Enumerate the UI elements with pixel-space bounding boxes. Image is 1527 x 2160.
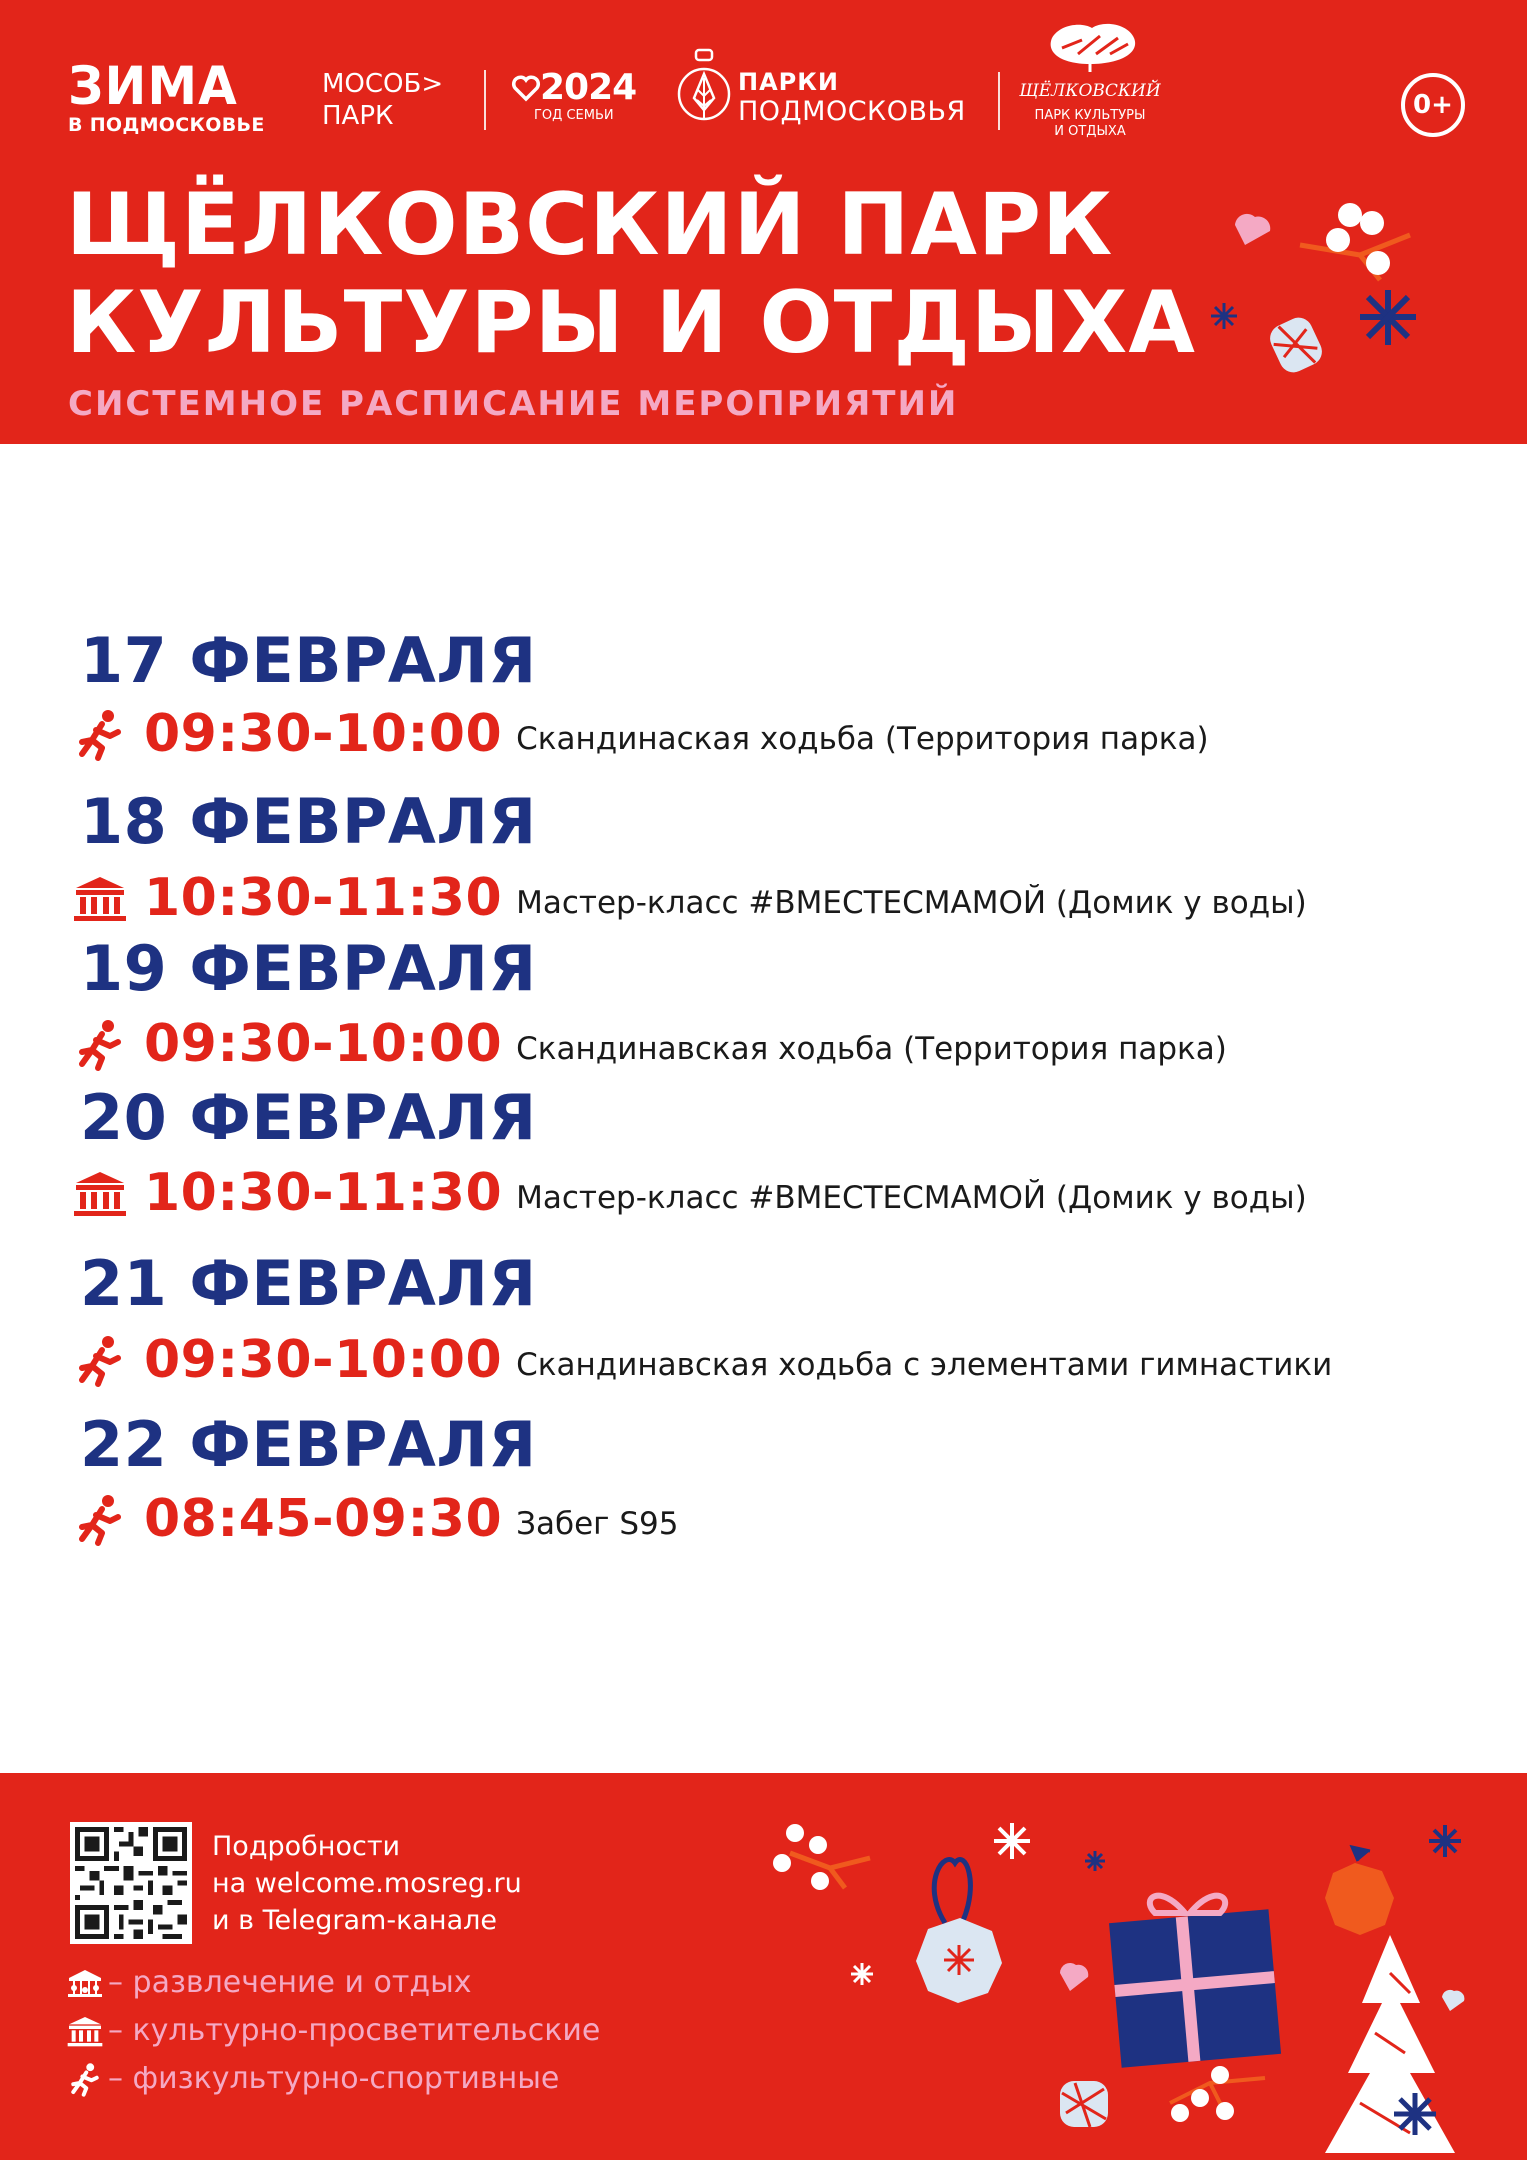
event-row xyxy=(72,1161,1307,1225)
runner-icon xyxy=(72,706,132,762)
header-banner xyxy=(0,0,1527,444)
legend-item-culture xyxy=(66,2013,600,2048)
parks-logo-line1: ПАРКИ xyxy=(738,68,839,96)
parks-logo-line2: ПОДМОСКОВЬЯ xyxy=(738,96,966,127)
carousel-icon xyxy=(66,1966,108,2000)
page-title-line1: ЩЁЛКОВСКИЙ ПАРК xyxy=(66,175,1114,275)
logo-divider xyxy=(484,70,486,130)
parks-logo-icon xyxy=(676,48,732,130)
runner-icon xyxy=(72,1491,132,1547)
event-row xyxy=(72,1487,678,1551)
berries-icon xyxy=(1300,203,1410,280)
day-heading: 18 ФЕВРАЛЯ xyxy=(80,785,537,858)
snowflake-icon xyxy=(1429,1825,1461,1857)
zima-logo-title: ЗИМА xyxy=(68,55,238,117)
mosobpark-logo[interactable] xyxy=(322,68,443,132)
runner-icon xyxy=(72,1332,132,1388)
website-link[interactable]: на welcome.mosreg.ru xyxy=(212,1868,522,1899)
museum-icon xyxy=(66,2014,108,2048)
family-year-number: 2024 xyxy=(512,68,636,108)
event-description: Мастер-класс #ВМЕСТЕСМАМОЙ (Домик у воды) xyxy=(516,885,1307,921)
day-heading: 17 ФЕВРАЛЯ xyxy=(80,624,537,697)
footer-decoration xyxy=(770,1813,1470,2153)
telegram-link[interactable]: и в Telegram-канале xyxy=(212,1905,498,1936)
header-decoration xyxy=(1210,185,1430,405)
day-heading: 21 ФЕВРАЛЯ xyxy=(80,1247,537,1320)
berries-icon xyxy=(1170,2066,1265,2122)
event-time: 09:30-10:00 xyxy=(144,1330,503,1390)
christmas-tree-icon xyxy=(1325,1935,1455,2153)
event-description: Мастер-класс #ВМЕСТЕСМАМОЙ (Домик у воды) xyxy=(516,1180,1307,1216)
heart-icon xyxy=(512,75,540,101)
event-row xyxy=(72,1012,1227,1076)
legend-label: – физкультурно-спортивные xyxy=(108,2061,560,2096)
snowflake-icon xyxy=(994,1823,1030,1859)
event-time: 10:30-11:30 xyxy=(144,1163,503,1223)
schelkovo-logo-name: ЩЁЛКОВСКИЙ xyxy=(1019,81,1161,101)
event-description: Скандинавская ходьба с элементами гимнастики xyxy=(516,1347,1333,1383)
mosobpark-logo-line2: ПАРК xyxy=(322,101,394,131)
page-subtitle: СИСТЕМНОЕ РАСПИСАНИЕ МЕРОПРИЯТИЙ xyxy=(68,384,959,424)
orange-icon xyxy=(1325,1847,1394,1935)
more-info-text xyxy=(212,1828,522,1939)
museum-icon xyxy=(72,1165,132,1221)
tree-crown-icon xyxy=(1019,18,1161,102)
zima-logo[interactable] xyxy=(68,55,265,136)
legend-label: – культурно-просветительские xyxy=(108,2013,601,2048)
heart-icon xyxy=(1442,1990,1464,2011)
berries-icon xyxy=(773,1824,870,1890)
event-row xyxy=(72,1328,1332,1392)
page-title-line2: КУЛЬТУРЫ И ОТДЫХА xyxy=(66,273,1196,373)
footer-banner xyxy=(0,1773,1527,2160)
mitten-icon xyxy=(1265,313,1326,377)
event-description: Скандинавская ходьба (Территория парка) xyxy=(516,1031,1227,1067)
heart-icon xyxy=(1235,214,1270,245)
snowflake-icon xyxy=(1360,290,1416,345)
heart-icon xyxy=(1060,1963,1088,1991)
event-row xyxy=(72,866,1307,930)
mosobpark-logo-line1: МОСОБ> xyxy=(322,69,444,99)
schelkovo-logo-caption-2: И ОТДЫХА xyxy=(1054,124,1126,139)
day-heading: 20 ФЕВРАЛЯ xyxy=(80,1081,537,1154)
runner-icon xyxy=(72,1016,132,1072)
runner-icon xyxy=(66,2062,108,2096)
mitten-icon xyxy=(1060,2081,1108,2127)
small-snowflake-icon xyxy=(851,1963,873,1985)
schelkovo-logo-caption-1: ПАРК КУЛЬТУРЫ xyxy=(1034,108,1146,123)
event-row xyxy=(72,702,1209,766)
more-info-line1: Подробности xyxy=(212,1831,401,1862)
museum-icon xyxy=(72,870,132,926)
age-rating-badge: 0+ xyxy=(1401,73,1465,137)
gift-box-icon xyxy=(1109,1896,1281,2068)
day-heading: 22 ФЕВРАЛЯ xyxy=(80,1408,537,1481)
logo-divider xyxy=(998,72,1000,130)
event-description: Забег S95 xyxy=(516,1506,679,1542)
event-time: 09:30-10:00 xyxy=(144,704,503,764)
legend-item-sports xyxy=(66,2061,559,2096)
small-snowflake-icon xyxy=(1211,303,1237,329)
qr-code[interactable] xyxy=(70,1822,192,1944)
parks-of-moscow-region-logo[interactable] xyxy=(676,48,966,134)
family-year-caption: ГОД СЕМЬИ xyxy=(534,108,614,123)
ornament-icon xyxy=(916,1859,1002,2003)
event-description: Скандинаская ходьба (Территория парка) xyxy=(516,721,1209,757)
legend-label: – развлечение и отдых xyxy=(108,1965,472,2000)
event-time: 10:30-11:30 xyxy=(144,868,503,928)
event-time: 08:45-09:30 xyxy=(144,1489,503,1549)
legend-item-entertainment xyxy=(66,1965,472,2000)
family-year-logo[interactable] xyxy=(512,68,636,123)
event-time: 09:30-10:00 xyxy=(144,1014,503,1074)
schelkovo-park-logo[interactable] xyxy=(1019,18,1161,140)
page-title xyxy=(66,176,1196,372)
small-snowflake-icon xyxy=(1085,1851,1105,1871)
zima-logo-subtitle: В ПОДМОСКОВЬЕ xyxy=(68,114,265,136)
day-heading: 19 ФЕВРАЛЯ xyxy=(80,932,537,1005)
snowflake-icon xyxy=(1394,2093,1436,2135)
